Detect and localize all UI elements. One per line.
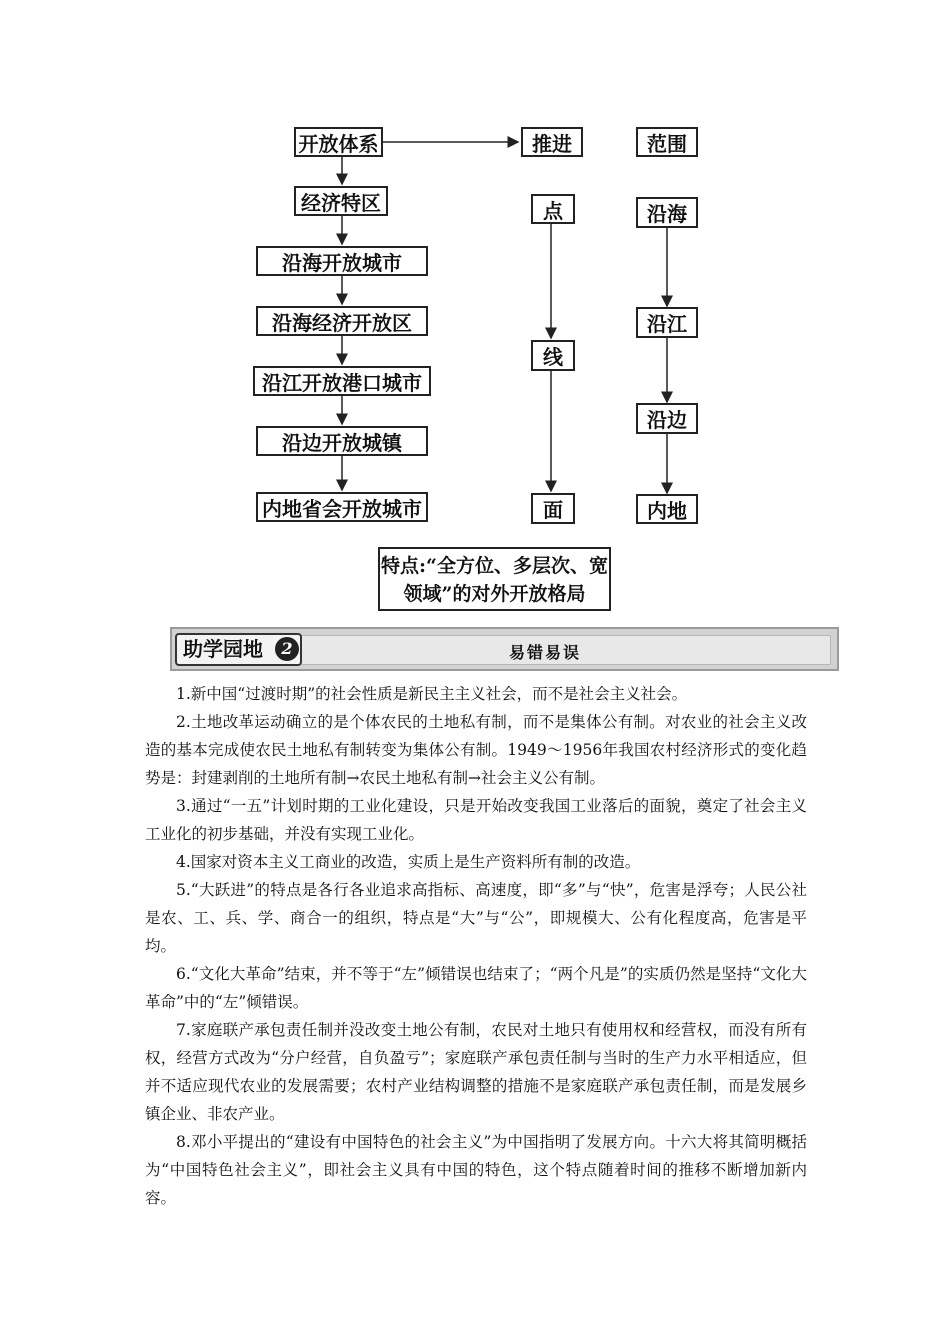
progress-step-box: 面 [531,493,575,524]
scope-step-box: 沿边 [636,403,698,434]
paragraph: 5.“大跃进”的特点是各行各业追求高指标、高速度，即“多”与“快”，危害是浮夸；人民公社是农、工、兵、学、商合一的组织，特点是“大”与“公”，即规模大、公有化程度高，危害是平均。 [145,881,807,955]
paragraph: 4.国家对资本主义工商业的改造，实质上是生产资料所有制的改造。 [176,853,641,871]
feature-line: 特点:“全方位、多层次、宽 [381,555,608,577]
system-step-box: 经济特区 [294,186,388,216]
paragraph: 2.土地改革运动确立的是个体农民的土地私有制，而不是集体公有制。对农业的社会主义改造的基本完成使农民土地私有制转变为集体公有制。1949～1956年我国农村经济形式的变化趋势是：封建剥削的土地所有制→农民土地私有制→社会主义公有制。 [145,713,807,787]
progress-header-box: 推进 [521,127,583,157]
banner-number-badge: 2 [275,637,299,661]
system-header-box: 开放体系 [294,127,383,157]
scope-header-box: 范围 [636,127,698,157]
system-step-box: 沿海经济开放区 [256,306,428,336]
paragraph: 8.邓小平提出的“建设有中国特色的社会主义”为中国指明了发展方向。十六大将其简明概括为“中国特色社会主义”，即社会主义具有中国的特色，这个特点随着时间的推移不断增加新内容。 [145,1133,807,1207]
feature-box [378,547,611,611]
progress-step-box: 点 [531,194,575,224]
paragraph: 3.通过“一五”计划时期的工业化建设，只是开始改变我国工业落后的面貌，奠定了社会主义工业化的初步基础，并没有实现工业化。 [145,797,807,843]
banner-title: 易错易误 [508,643,581,662]
paragraph: 6.“文化大革命”结束，并不等于“左”倾错误也结束了；“两个凡是”的实质仍然是坚持“文化大革命”中的“左”倾错误。 [145,965,807,1011]
system-step-box: 沿江开放港口城市 [253,366,431,396]
system-step-box: 内地省会开放城市 [256,492,428,522]
scope-step-box: 沿江 [636,307,698,338]
scope-step-box: 内地 [636,494,698,524]
feature-line: 领域”的对外开放格局 [403,583,586,605]
paragraph: 1.新中国“过渡时期”的社会性质是新民主主义社会，而不是社会主义社会。 [176,685,688,703]
system-step-box: 沿边开放城镇 [256,426,428,456]
scope-step-box: 沿海 [636,197,698,228]
banner-label: 助学园地 [175,633,302,666]
paragraph: 7.家庭联产承包责任制并没改变土地公有制，农民对土地只有使用权和经营权，而没有所有权，经营方式改为“分户经营，自负盈亏”；家庭联产承包责任制与当时的生产力水平相适应，但并不适应现代农业的发展需要；农村产业结构调整的措施不是家庭联产承包责任制，而是发展乡镇企业、非农产业。 [145,1021,807,1123]
content-body [145,680,807,1212]
system-step-box: 沿海开放城市 [256,246,428,276]
progress-step-box: 线 [531,340,575,371]
